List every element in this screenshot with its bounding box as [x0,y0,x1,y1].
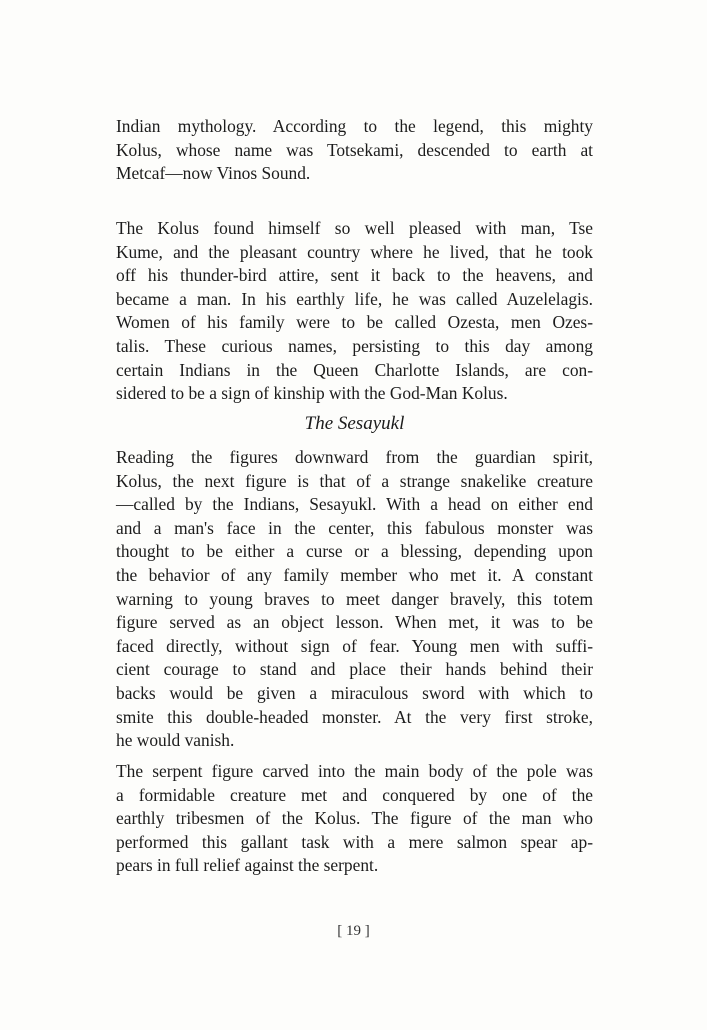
paragraph-3 [116,446,593,753]
text-line: certain Indians in the Queen Charlotte Islands, are con- [116,359,593,380]
text-line: backs would be given a miraculous sword with which to [116,682,593,703]
text-line: the behavior of any family member who met it. A constant [116,564,593,585]
text-line: sidered to be a sign of kinship with the God-Man Kolus. [116,383,508,404]
text-line: Kolus, whose name was Totsekami, descended to earth at [116,139,593,160]
text-line: The serpent figure carved into the main body of the pole was [116,761,593,781]
page-number: [ 19 ] [337,923,370,939]
text-line: talis. These curious names, persisting to this day among [116,335,593,356]
text-line: warning to young braves to meet danger bravely, this totem [116,588,593,609]
text-line: Reading the figures downward from the guardian spirit, [116,447,593,467]
text-line: smite this double-headed monster. At the very first stroke, [116,706,593,727]
text-line: Kume, and the pleasant country where he lived, that he took [116,241,593,262]
text-line: cient courage to stand and place their hands behind their [116,659,593,680]
text-line: Indian mythology. According to the legend, this mighty [116,116,593,136]
text-line: off his thunder-bird attire, sent it back to the heavens, and [116,265,593,286]
text-line: faced directly, without sign of fear. Young men with suffi- [116,635,593,656]
text-line: Kolus, the next figure is that of a strange snakelike creature [116,470,593,491]
text-line: —called by the Indians, Sesayukl. With a head on either end [116,494,593,515]
text-line: The Kolus found himself so well pleased with man, Tse [116,218,593,238]
text-line: Women of his family were to be called Ozesta, men Ozes- [116,312,593,333]
section-heading: The Sesayukl [304,413,405,434]
text-line: Metcaf—now Vinos Sound. [116,163,311,184]
text-line: thought to be either a curse or a blessing, depending upon [116,541,593,562]
paragraph-1 [116,115,593,186]
paragraph-2 [116,217,593,406]
text-line: earthly tribesmen of the Kolus. The figure of the man who [116,808,593,829]
text-line: figure served as an object lesson. When met, it was to be [116,612,593,633]
paragraph-4 [116,760,593,878]
text-line: he would vanish. [116,730,235,751]
text-line: a formidable creature met and conquered by one of the [116,784,593,805]
text-line: became a man. In his earthly life, he was called Auzelelagis. [116,288,593,309]
text-line: pears in full relief against the serpent. [116,855,379,876]
text-line: performed this gallant task with a mere salmon spear ap- [116,831,593,852]
text-line: and a man's face in the center, this fabulous monster was [116,517,593,538]
